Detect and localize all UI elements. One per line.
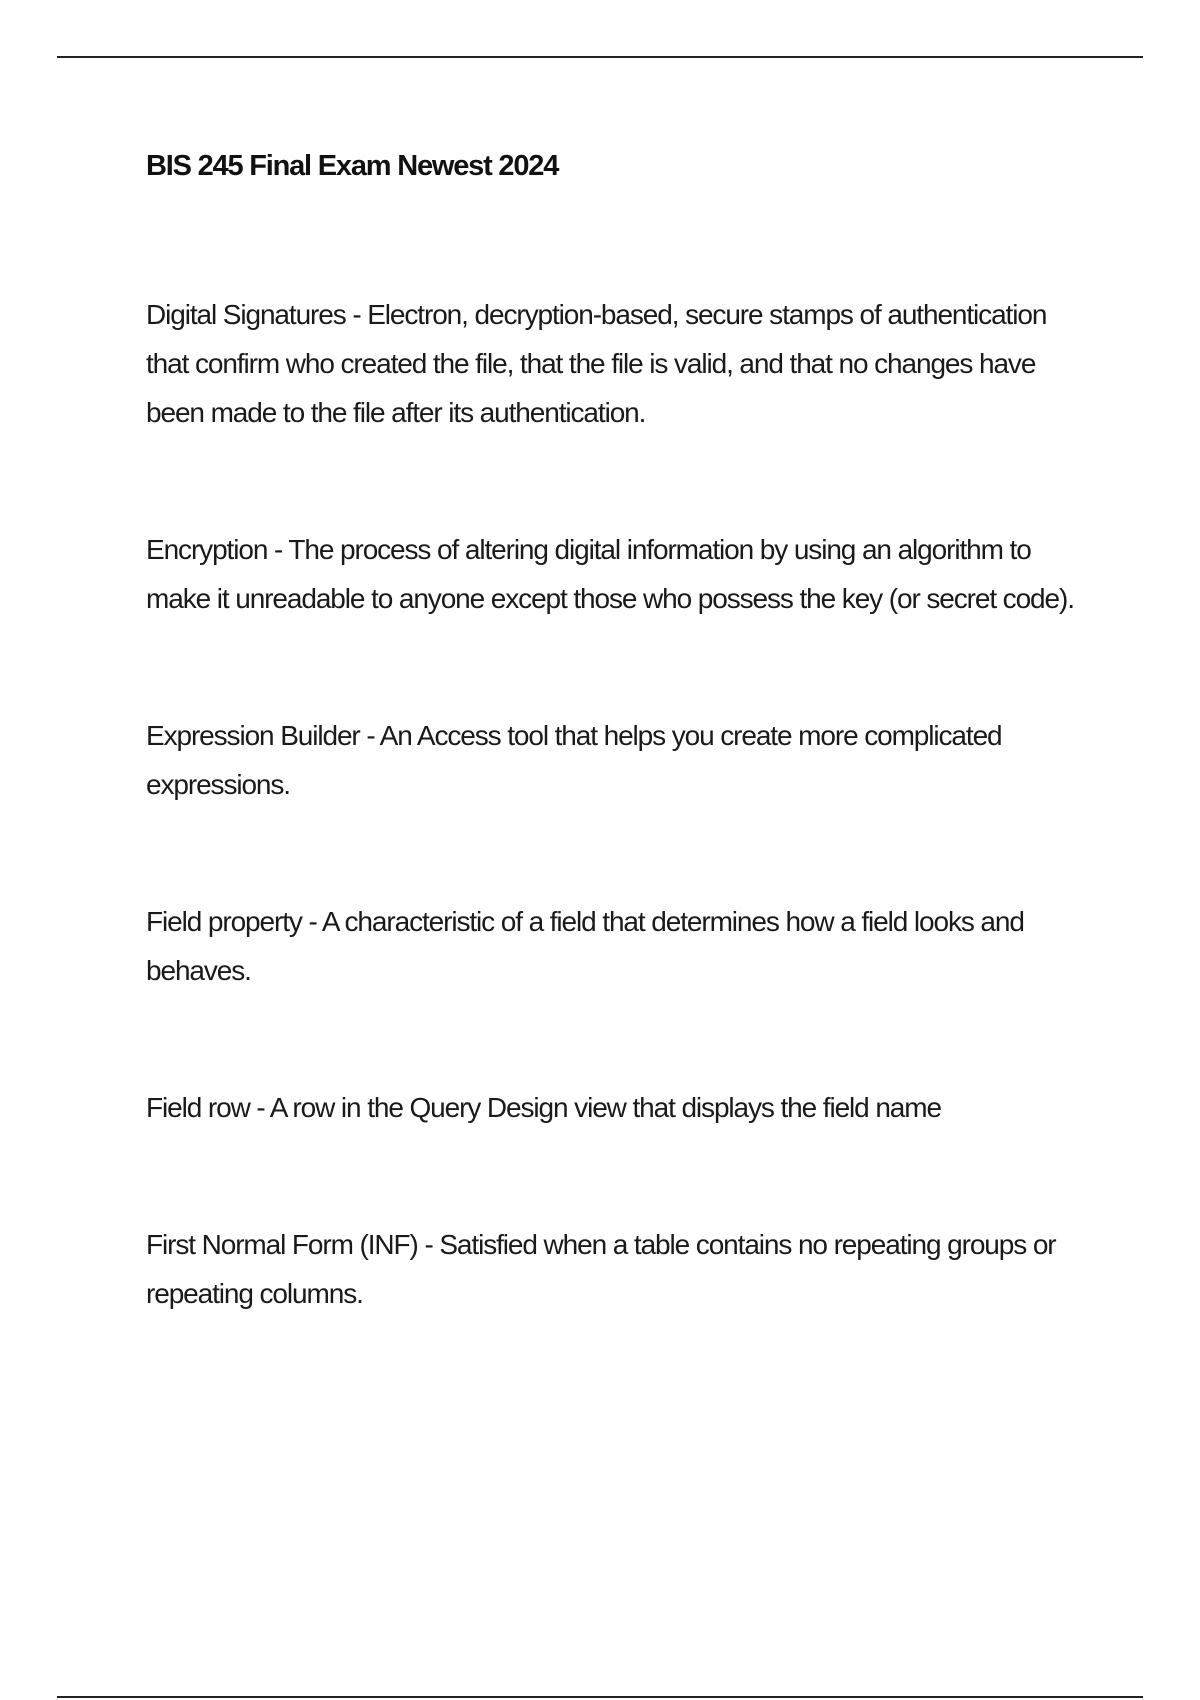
document-title: BIS 245 Final Exam Newest 2024 — [146, 150, 559, 182]
page-content — [146, 146, 1086, 1318]
definition-list — [146, 290, 1086, 1318]
definition-entry-field-property: Field property - A characteristic of a field that determines how a field looks and behaves. — [146, 906, 1024, 986]
top-rule — [57, 56, 1143, 58]
definition-entry-encryption: Encryption - The process of altering digital information by using an algorithm to make it unreadable to anyone except those who possess the key (or secret code). — [146, 534, 1074, 614]
definition-entry-first-normal-form: First Normal Form (INF) - Satisfied when a table contains no repeating groups or repeating columns. — [146, 1229, 1056, 1309]
definition-entry-field-row: Field row - A row in the Query Design view that displays the field name — [146, 1092, 941, 1123]
definition-entry-expression-builder: Expression Builder - An Access tool that helps you create more complicated expressions. — [146, 720, 1002, 800]
definition-entry-digital-signatures: Digital Signatures - Electron, decryption-based, secure stamps of authentication that confirm who created the file, that the file is valid, and that no changes have been made to the file after its authentication. — [146, 299, 1047, 428]
bottom-rule — [57, 1696, 1143, 1698]
